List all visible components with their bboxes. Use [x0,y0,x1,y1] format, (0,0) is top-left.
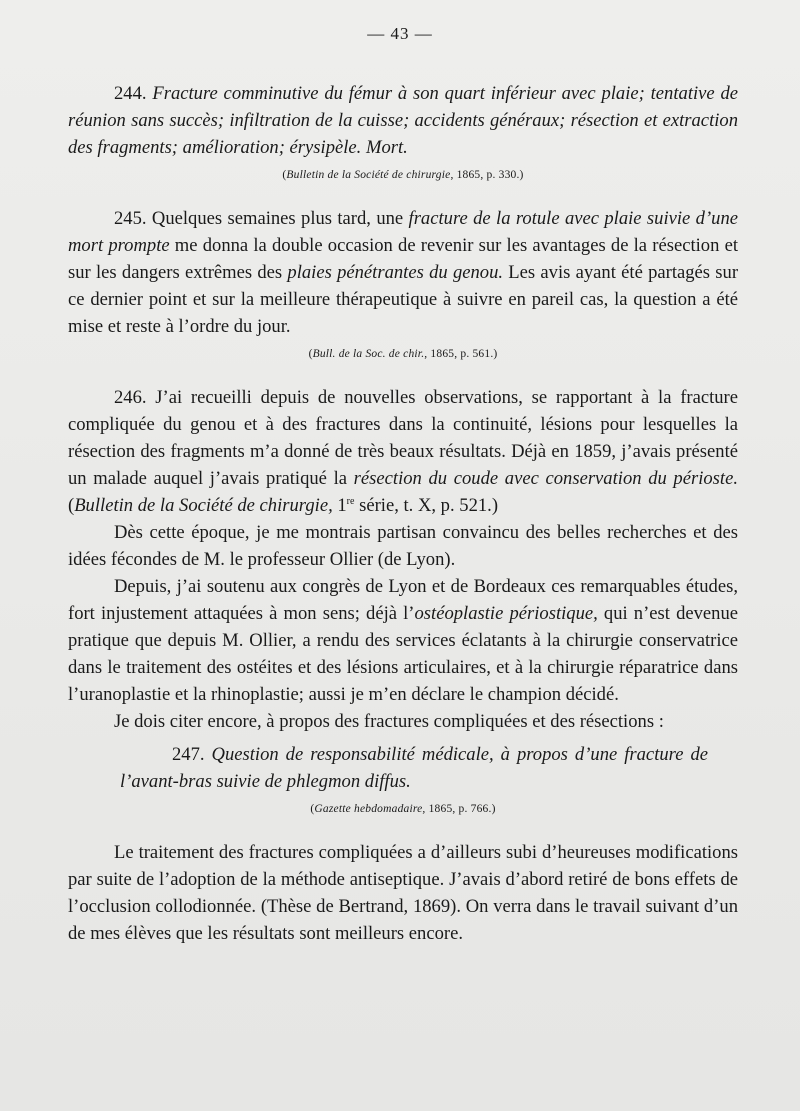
entry-244-source-journal: Bulletin de la Société de chirurgie [286,169,451,181]
paragraph-ollier: Dès cette époque, je me montrais partisan convaincu des belles recherches et des idées fécondes de M. le professeur Ollier (de Lyon). [68,522,738,570]
entry-245-source-journal: Bull. de la Soc. de chir. [312,348,425,360]
paragraph-antiseptique: Le traitement des fractures compliquées a d’ailleurs subi d’heureuses modifications par suite de l’adoption de la méthode antiseptique. J’avais d’abord retiré de bons effets de l’occlusion collodionnée. (Thèse de Bertrand, 1869). On verra dans le travail suivant d’un de mes élèves que les résultats sont meilleurs encore. [68,842,738,944]
entry-247-source-details: 1865, p. 766.) [425,803,496,815]
entry-245 [68,205,738,340]
page-content [68,80,738,947]
page-number: — 43 — [367,24,433,43]
paragraph-osteoplastie-text-a: Depuis, j’ai soutenu aux congrès de Lyon et de Bordeaux ces remarquables études, fort injustement attaquées à mon sens; déjà l’ [68,576,738,624]
entry-246-italic-a: résection du coude avec conservation du périoste. [353,468,738,489]
entry-247-source-journal: Gazette hebdomadaire, [314,803,426,815]
paragraph-osteoplastie-italic: ostéoplastie périostique, [414,603,598,624]
entry-246 [68,384,738,519]
paragraph-osteoplastie [68,573,738,708]
entry-246-text-c: 1 [332,495,347,516]
paragraph-citation-intro: Je dois citer encore, à propos des fractures compliquées et des résections : [114,711,664,732]
entry-245-italic-a: fracture de la rotule avec plaie suivie d’une mort prompte [68,208,738,256]
entry-247 [68,741,738,795]
entry-244 [68,80,738,161]
entry-245-source-open: ( [308,348,313,360]
entry-245-source-details: , 1865, p. 561.) [424,348,498,360]
entry-246-superscript: re [346,495,355,507]
entry-244-source [68,167,738,183]
entry-244-number: 244. [114,83,147,104]
entry-247-number: 247. [172,744,205,765]
entry-245-number: 245. [114,208,147,229]
entry-247-source-open: ( [310,803,315,815]
entry-244-title: Fracture comminutive du fémur à son quart inférieur avec plaie; tentative de réunion sans succès; infiltration de la cuisse; accidents généraux; résection et extraction des fragments; amélioration; érysipèle. Mort. [68,83,738,158]
entry-244-source-open: ( [282,169,287,181]
entry-245-text-c: Les avis ayant été partagés sur ce dernier point et sur la meilleure thérapeutique à suivre en pareil cas, la question a été mise et reste à l’ordre du jour. [68,262,739,337]
entry-247-title: Question de responsabilité médicale, à propos d’une fracture de l’avant-bras suivie de phlegmon diffus. [120,744,708,792]
entry-246-text-d: série, t. X, p. 521.) [354,495,499,516]
entry-245-text-a: Quelques semaines plus tard, une [146,208,409,229]
entry-245-text-b: me donna la double occasion de revenir sur les avantages de la résection et sur les dangers extrêmes des [68,235,738,283]
entry-245-source [68,346,738,362]
entry-244-source-details: , 1865, p. 330.) [450,169,524,181]
paragraph-osteoplastie-text-b: qui n’est devenue pratique que depuis M. Ollier, a rendu des services éclatants à la chirurgie conservatrice dans le traitement des ostéites et des lésions articulaires, et à la chirurgie réparatrice dans l’uranoplastie et la rhinoplastie; aussi je m’en déclare le champion décidé. [68,603,739,705]
entry-246-text-a: J’ai recueilli depuis de nouvelles observations, se rapportant à la fracture compliquée du genou et à des fractures dans la continuité, lésions pour lesquelles la résection des fragments m’a donné de très beaux résultats. Déjà en 1859, j’avais présenté un malade auquel j’avais pratiqué la [68,387,738,489]
entry-246-italic-b: Bulletin de la Société de chirurgie, [74,495,333,516]
entry-246-text-b: ( [68,495,75,516]
entry-247-source [68,801,738,817]
entry-246-number: 246. [114,387,147,408]
entry-245-italic-b: plaies pénétrantes du genou. [287,262,504,283]
